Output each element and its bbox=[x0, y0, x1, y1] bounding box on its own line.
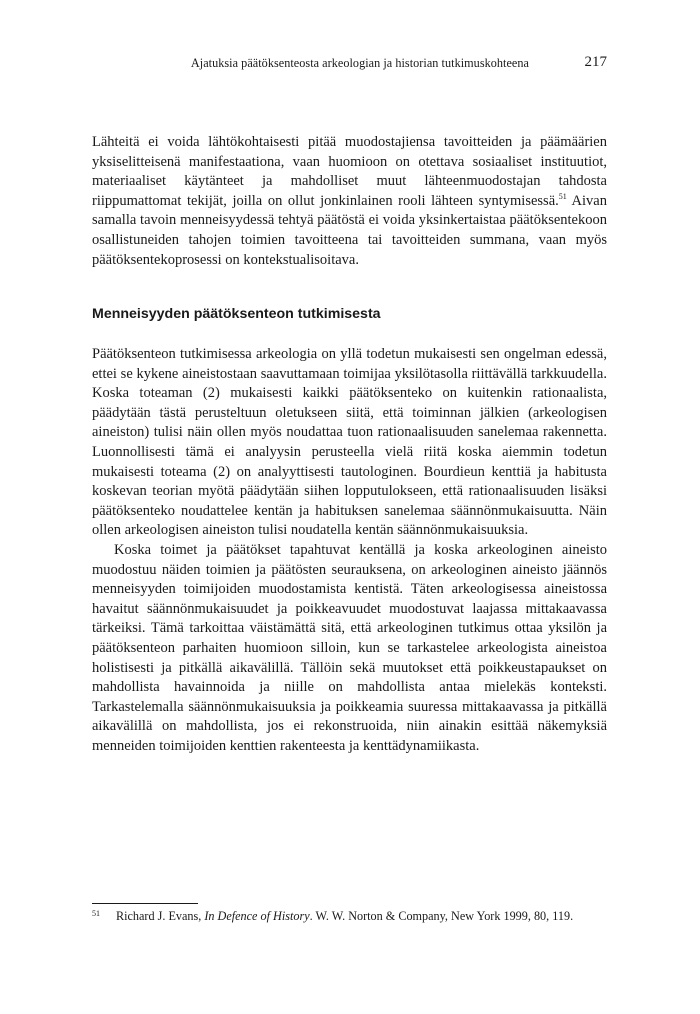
footnote-book-title: In Defence of History bbox=[204, 909, 310, 923]
running-header bbox=[92, 56, 607, 76]
intro-text-continued: Aivan samalla tavoin menneisyydessä tehtyä päätöstä ei voida yksinkertaistaa päätöksentekoon osallistuneiden tahojen toimien tavoitteena tai tavoitteiden summana, vaan myös päätöksentekoprosessi on kontekstualisoitava. bbox=[92, 192, 607, 268]
footnote bbox=[92, 909, 573, 924]
running-title: Ajatuksia päätöksenteosta arkeologian ja historian tutkimuskohteena bbox=[190, 56, 529, 70]
section-heading: Menneisyyden päätöksenteon tutkimisesta bbox=[92, 306, 381, 322]
section-paragraph-1: Päätöksenteon tutkimisessa arkeologia on yllä todetun mukaisesti sen ongelman edessä, ettei se kykene aineistostaan saavuttamaan toimijaa yksilötasolla riittävällä tarkkuudella. Koska toteaman (2) mukaisesti kaikki päätöksenteko on kuitenkin rationaalista, päädytään tästä perusteltuun oletukseen siitä, että toiminnan jälkien (arkeologisen aineiston) tulisi näin ollen myös noudattaa tuon rationaalisuuden sanelemaa rakennetta. Luonnollisesti tämä ei analyysin perusteella vielä riitä koska aiemmin todetun mukaisesti toteama (2) on analyyttisesti tautologinen. Bourdieun kenttiä ja habitusta koskevan teorian myötä päädytään siihen lopputulokseen, että rationaalisuuden lisäksi päätöksenteko noudattelee kentän ja habituksen sanelemaa säännönmukaisuutta. Näin ollen arkeologisen aineiston tulisi noudatella kentän säännönmukaisuuksia. bbox=[92, 346, 607, 539]
footnote-author: Richard J. Evans, bbox=[116, 909, 205, 923]
section-body bbox=[92, 345, 607, 756]
footnote-divider bbox=[92, 903, 198, 904]
footnote-publication: . W. W. Norton & Company, New York 1999, 80, 119. bbox=[309, 909, 574, 923]
page-number: 217 bbox=[584, 54, 607, 70]
intro-text: Lähteitä ei voida lähtökohtaisesti pitää muodostajiensa tavoitteiden ja päämäärien yksiselitteisenä manifestaationa, vaan huomioon on otettava sosiaaliset instituutiot, materiaaliset käytänteet ja mahdolliset muut lähteenmuodostajan tahdosta riippumattomat tekijät, joilla on ollut jonkinlainen rooli lähteen syntymisessä. bbox=[92, 134, 607, 209]
footnote-number: 51 bbox=[92, 909, 100, 918]
footnote-reference[interactable]: 51 bbox=[558, 191, 567, 201]
section-paragraph-2: Koska toimet ja päätökset tapahtuvat kentällä ja koska arkeologinen aineisto muodostuu näiden toimien ja päätösten seurauksena, on arkeologinen aineisto jäännös menneisyyden toimijoiden muodostamista kentistä. Täten arkeologisessa aineistossa havaitut säännönmukaisuudet ja poikkeavuudet muodostuvat laajassa mittakaavassa tärkeiksi. Tämä tarkoittaa väistämättä sitä, että arkeologinen tutkimus ottaa yksilön ja päätöksenteon parhaiten huomioon silloin, kun se tarkastelee arkeologista aineistoa holistisesti ja pitkällä aikavälillä. Tällöin sekä muutokset että poikkeustapaukset on mahdollista havainnoida ja niille on mahdollista antaa mielekäs konteksti. Tarkastelemalla säännönmukaisuuksia ja poikkeamia suuressa mittakaavassa ja pitkällä aikavälillä on mahdollista, jos ei rekonstruoida, niin ainakin esittää näkemyksiä menneiden toimijoiden kenttien rakenteesta ja kenttädynamiikasta. bbox=[92, 541, 607, 754]
intro-paragraph bbox=[92, 133, 607, 270]
